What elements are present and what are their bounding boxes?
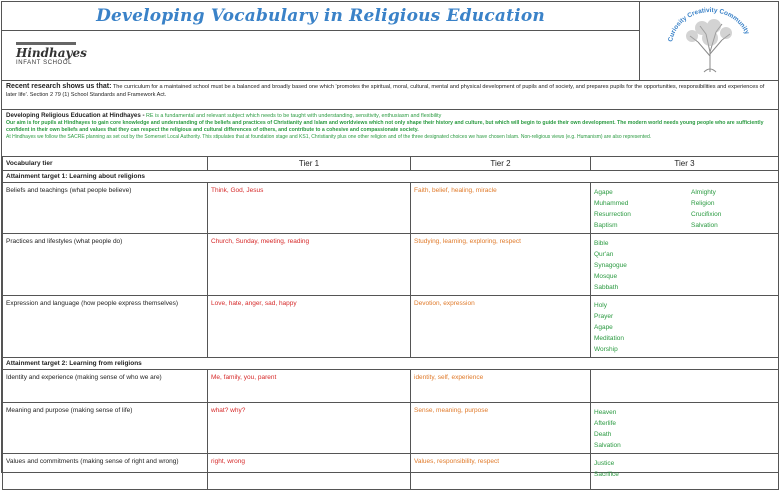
tier3-term: Baptism <box>594 222 618 229</box>
tier3-list-b <box>691 458 775 480</box>
tier2-cell: Devotion, expression <box>411 296 591 358</box>
tier3-term: Salvation <box>594 442 621 449</box>
developing-highlight: RE is a fundamental and relevant subject which needs to be taught with understanding, sensitivity, enthusiasm and flexibility <box>146 113 442 119</box>
tree-logo-box <box>639 2 779 81</box>
logo-roof-bar <box>16 42 76 45</box>
tier3-term: Holy <box>594 302 608 309</box>
tier3-term: Afterlife <box>594 420 617 427</box>
tier3-list-a <box>594 458 691 480</box>
tier3-term: Resurrection <box>594 211 631 218</box>
row-label: Meaning and purpose (making sense of life) <box>3 403 208 454</box>
logo-word: Curiosity <box>667 14 689 43</box>
attainment-row-1 <box>3 171 779 183</box>
tier3-term: Death <box>594 431 612 438</box>
logo-word: Creativity <box>686 6 718 20</box>
tier2-cell: identity, self, experience <box>411 370 591 403</box>
tier1-cell: right, wrong <box>208 454 411 490</box>
tier3-cell <box>591 183 779 234</box>
table-row <box>3 183 779 234</box>
tier3-term: Worship <box>594 346 618 353</box>
header-tier-3: Tier 3 <box>591 157 779 171</box>
tier3-term: Heaven <box>594 409 617 416</box>
table-row <box>3 403 779 454</box>
tier3-cell <box>591 370 779 403</box>
tier3-list-b <box>691 300 775 355</box>
tier3-list-b <box>691 238 775 293</box>
logo-word: Community <box>718 8 751 36</box>
tier3-cell <box>591 234 779 296</box>
tree-icon <box>662 6 758 76</box>
row-label: Identity and experience (making sense of who we are) <box>3 370 208 403</box>
title-box <box>2 2 639 31</box>
research-section <box>6 83 774 99</box>
tier3-list-a <box>594 187 691 231</box>
tier2-cell: Values, responsibility, respect <box>411 454 591 490</box>
row-label: Values and commitments (making sense of right and wrong) <box>3 454 208 490</box>
tier3-term: Almighty <box>691 189 716 196</box>
tier3-cell <box>591 403 779 454</box>
tier3-cell <box>591 296 779 358</box>
header-tier-2: Tier 2 <box>411 157 591 171</box>
school-subtitle: INFANT SCHOOL <box>16 60 73 66</box>
tier1-cell: Think, God, Jesus <box>208 183 411 234</box>
tier3-term: Sacrifice <box>594 471 619 478</box>
tier1-cell: Church, Sunday, meeting, reading <box>208 234 411 296</box>
table-header-row <box>3 157 779 171</box>
tier3-list-b <box>691 407 775 451</box>
tier3-term: Crucifixion <box>691 211 722 218</box>
tier3-term: Religion <box>691 200 715 207</box>
table-row <box>3 234 779 296</box>
school-logo <box>16 40 86 76</box>
tier2-cell: Studying, learning, exploring, respect <box>411 234 591 296</box>
row-label: Practices and lifestyles (what people do) <box>3 234 208 296</box>
page-title: Developing Vocabulary in Religious Education <box>96 6 545 26</box>
tier3-term: Mosque <box>594 273 618 280</box>
tier1-cell: what? why? <box>208 403 411 454</box>
vocabulary-table <box>2 156 779 490</box>
tier3-list-a <box>594 300 691 355</box>
table-row <box>3 454 779 490</box>
developing-aim: Our aim is for pupils at Hindhayes to gain core knowledge and understanding of the beliefs and practices of Christianity and Islam and worldviews which not only shape their history and culture, but which will begin to guide their own development. The modern world needs young people who are sufficiently confident in their own beliefs and values that they can respect the religious and cultural differences of others, and contribute to a cohesive and compassionate society. <box>6 120 764 133</box>
tier2-cell: Sense, meaning, purpose <box>411 403 591 454</box>
tier3-term: Agape <box>594 189 613 196</box>
divider-2 <box>2 109 778 110</box>
school-name: Hindhayes <box>16 46 87 60</box>
header-tier-1: Tier 1 <box>208 157 411 171</box>
attainment-row-2 <box>3 358 779 370</box>
developing-section <box>6 112 774 141</box>
tier3-term: Meditation <box>594 335 624 342</box>
document-page <box>1 1 779 478</box>
tier3-list-a <box>594 238 691 293</box>
tier3-cell <box>591 454 779 490</box>
tier3-list-a <box>594 407 691 451</box>
tier3-term: Salvation <box>691 222 718 229</box>
tier3-list-b <box>691 187 775 231</box>
tier3-term: Prayer <box>594 313 614 320</box>
tier3-term: Synagogue <box>594 262 627 269</box>
divider-1 <box>2 80 778 81</box>
row-label: Expression and language (how people express themselves) <box>3 296 208 358</box>
tier3-term: Qur'an <box>594 251 614 258</box>
tier1-cell: Me, family, you, parent <box>208 370 411 403</box>
tier1-cell: Love, hate, anger, sad, happy <box>208 296 411 358</box>
tier3-term: Bible <box>594 240 609 247</box>
tier3-term: Sabbath <box>594 284 619 291</box>
row-label: Beliefs and teachings (what people believe) <box>3 183 208 234</box>
developing-note: At Hindhayes we follow the SACRE planning as set out by the Somerset Local Authority. This stipulates that at foundation stage and KS1, Christianity plus one other religion and of the three designated choices we have chosen Islam. Non-religious views (e.g. Humanism) are also represented. <box>6 134 652 140</box>
tier3-term: Muhammed <box>594 200 629 207</box>
attainment-target-1: Attainment target 1: Learning about religions <box>3 171 779 183</box>
developing-heading: Developing Religious Education at Hindhayes - <box>6 112 145 119</box>
tier3-term: Agape <box>594 324 613 331</box>
header-vocabulary-tier: Vocabulary tier <box>3 157 208 171</box>
tier2-cell: Faith, belief, healing, miracle <box>411 183 591 234</box>
research-text: The curriculum for a maintained school must be a balanced and broadly based one which 'promotes the spiritual, moral, cultural, mental and physical development of pupils and of society, and prepares pupils for the opportunities, responsibilities and experiences of later life'. Section 2 79 (1) School Standards and Framework Act. <box>6 84 765 98</box>
table-row <box>3 370 779 403</box>
attainment-target-2: Attainment target 2: Learning from religions <box>3 358 779 370</box>
table-row <box>3 296 779 358</box>
tier3-term: Justice <box>594 460 615 467</box>
research-label: Recent research shows us that: <box>6 83 112 90</box>
